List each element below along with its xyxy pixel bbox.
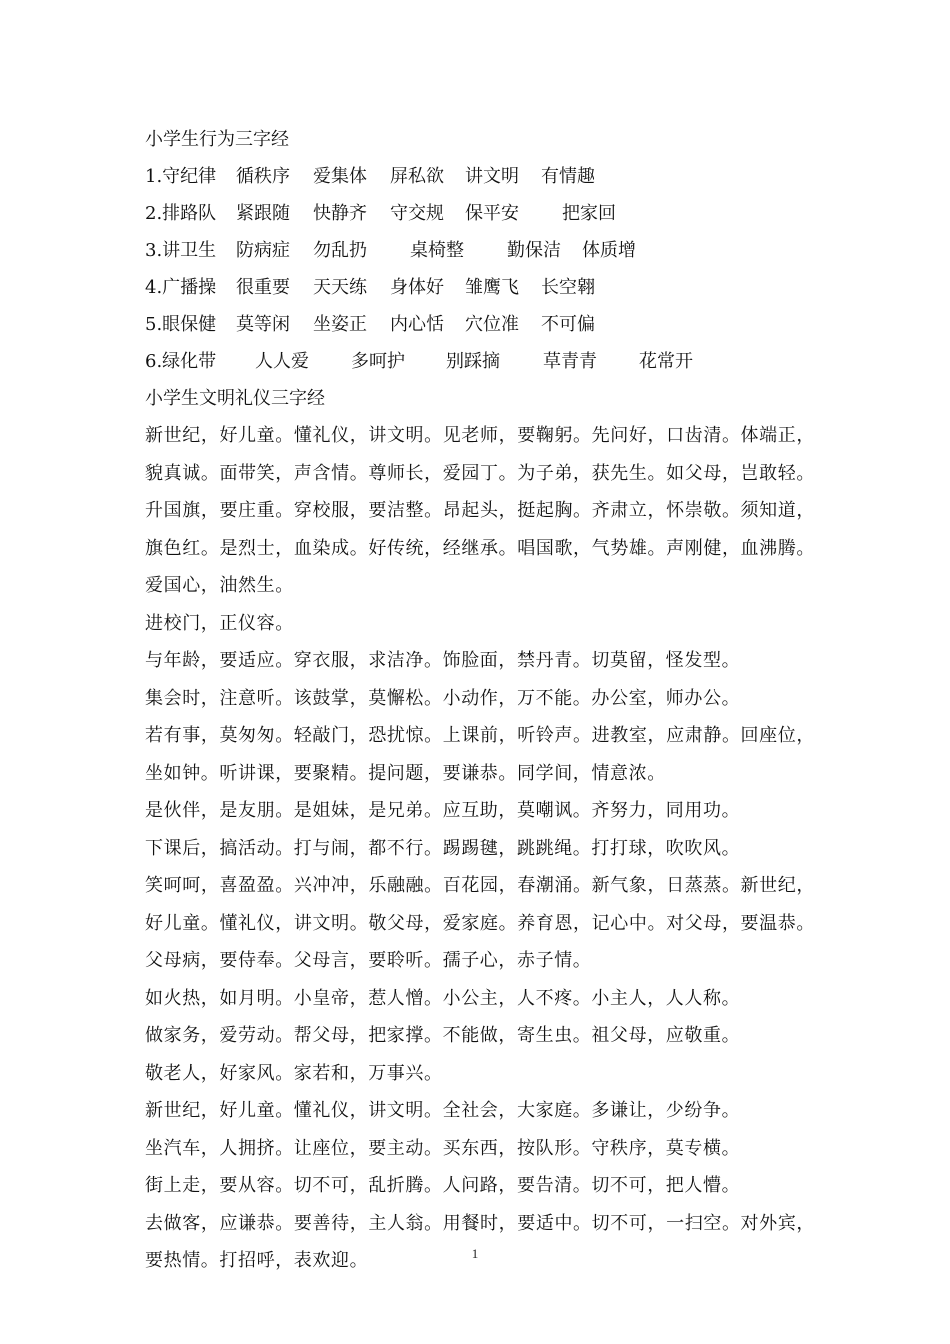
verse-cell: 快静齐 bbox=[313, 203, 367, 224]
paragraph: 进校门，正仪容。 bbox=[145, 612, 294, 634]
verse-cell: 人人爱 bbox=[255, 351, 309, 372]
page-number: 1 bbox=[471, 1246, 479, 1261]
verse-cell: 4.广播操 bbox=[145, 277, 217, 298]
verse-cell: 紧跟随 bbox=[236, 203, 290, 224]
verse-cell: 循秩序 bbox=[236, 166, 290, 187]
verse-cell: 身体好 bbox=[390, 277, 444, 298]
section-heading-etiquette: 小学生文明礼仪三字经 bbox=[145, 388, 325, 409]
verse-cell: 1.守纪律 bbox=[145, 166, 217, 187]
verse-cell: 6.绿化带 bbox=[145, 351, 217, 372]
verse-cell: 体质增 bbox=[582, 240, 636, 261]
verse-cell: 2.排路队 bbox=[145, 203, 217, 224]
verse-cell: 很重要 bbox=[236, 277, 290, 298]
verse-cell: 桌椅整 bbox=[410, 240, 464, 261]
verse-cell: 讲文明 bbox=[465, 166, 519, 187]
section-heading-behavior: 小学生行为三字经 bbox=[145, 129, 289, 150]
verse-cell: 天天练 bbox=[313, 277, 367, 298]
verse-cell: 雏鹰飞 bbox=[465, 277, 519, 298]
verse-cell: 保平安 bbox=[465, 203, 519, 224]
paragraph: 坐汽车，人拥挤。让座位，要主动。买东西，按队形。守秩序，莫专横。 bbox=[145, 1137, 741, 1159]
paragraph: 是伙伴，是友朋。是姐妹，是兄弟。应互助，莫嘲讽。齐努力，同用功。 bbox=[145, 800, 741, 821]
verse-cell: 长空翱 bbox=[541, 277, 595, 298]
paragraph: 新世纪，好儿童。懂礼仪，讲文明。全社会，大家庭。多谦让，少纷争。 bbox=[145, 1100, 741, 1121]
verse-cell: 不可偏 bbox=[541, 314, 595, 335]
verse-row bbox=[145, 232, 815, 269]
verse-cell: 内心恬 bbox=[390, 314, 444, 335]
verse-table bbox=[145, 158, 815, 380]
verse-cell: 莫等闲 bbox=[236, 314, 290, 335]
paragraph: 笑呵呵，喜盈盈。兴冲冲，乐融融。百花园，春潮涌。新气象，日蒸蒸。新世纪，好儿童。懂礼仪，讲文明。敬父母，爱家庭。养育恩，记心中。对父母，要温恭。父母病，要侍奉。父母言，要聆听。孺子心，赤子情。 bbox=[145, 875, 815, 971]
verse-cell: 花常开 bbox=[639, 351, 693, 372]
verse-cell: 3.讲卫生 bbox=[145, 240, 217, 261]
verse-row bbox=[145, 158, 815, 195]
verse-cell: 勿乱扔 bbox=[313, 240, 367, 261]
verse-cell: 把家回 bbox=[562, 203, 616, 224]
verse-row bbox=[145, 269, 815, 306]
paragraph: 如火热，如月明。小皇帝，惹人憎。小公主，人不疼。小主人，人人称。 bbox=[145, 987, 741, 1009]
verse-row bbox=[145, 306, 815, 343]
verse-cell: 别踩摘 bbox=[446, 351, 500, 372]
etiquette-text bbox=[145, 417, 815, 1280]
verse-cell: 5.眼保健 bbox=[145, 314, 217, 335]
verse-cell: 坐姿正 bbox=[313, 314, 367, 335]
paragraph: 集会时，注意听。该鼓掌，莫懈松。小动作，万不能。办公室，师办公。 bbox=[145, 687, 741, 709]
paragraph: 去做客，应谦恭。要善待，主人翁。用餐时，要适中。切不可，一扫空。对外宾，要热情。打招呼，表欢迎。 bbox=[145, 1212, 815, 1271]
paragraph: 若有事，莫匆匆。轻敲门，恐扰惊。上课前，听铃声。进教室，应肃静。回座位，坐如钟。听讲课，要聚精。提问题，要谦恭。同学间，情意浓。 bbox=[145, 725, 815, 784]
paragraph: 下课后，搞活动。打与闹，都不行。踢踢毽，跳跳绳。打打球，吹吹风。 bbox=[145, 837, 741, 859]
verse-cell: 穴位准 bbox=[465, 314, 519, 335]
verse-cell: 屏私欲 bbox=[390, 166, 444, 187]
verse-cell: 勤保洁 bbox=[507, 240, 561, 261]
verse-row bbox=[145, 343, 815, 380]
verse-cell: 防病症 bbox=[236, 240, 290, 261]
paragraph: 敬老人，好家风。家若和，万事兴。 bbox=[145, 1062, 443, 1084]
paragraph: 做家务，爱劳动。帮父母，把家撑。不能做，寄生虫。祖父母，应敬重。 bbox=[145, 1025, 741, 1046]
verse-cell: 多呵护 bbox=[351, 351, 405, 372]
document-body bbox=[145, 121, 815, 1280]
verse-cell: 有情趣 bbox=[541, 166, 595, 187]
verse-row bbox=[145, 195, 815, 232]
paragraph: 与年龄，要适应。穿衣服，求洁净。饰脸面，禁丹青。切莫留，怪发型。 bbox=[145, 650, 741, 671]
verse-cell: 爱集体 bbox=[313, 166, 367, 187]
paragraph: 街上走，要从容。切不可，乱折腾。人问路，要告清。切不可，把人懵。 bbox=[145, 1175, 741, 1196]
paragraph: 新世纪，好儿童。懂礼仪，讲文明。见老师，要鞠躬。先问好，口齿清。体端正，貌真诚。面带笑，声含情。尊师长，爱园丁。为子弟，获先生。如父母，岂敢轻。升国旗，要庄重。穿校服，要洁整。昂起头，挺起胸。齐肃立，怀崇敬。须知道，旗色红。是烈士，血染成。好传统，经继承。唱国歌，气势雄。声刚健，血沸腾。爱国心，油然生。 bbox=[145, 425, 815, 596]
verse-cell: 草青青 bbox=[543, 351, 597, 372]
verse-cell: 守交规 bbox=[390, 203, 444, 224]
